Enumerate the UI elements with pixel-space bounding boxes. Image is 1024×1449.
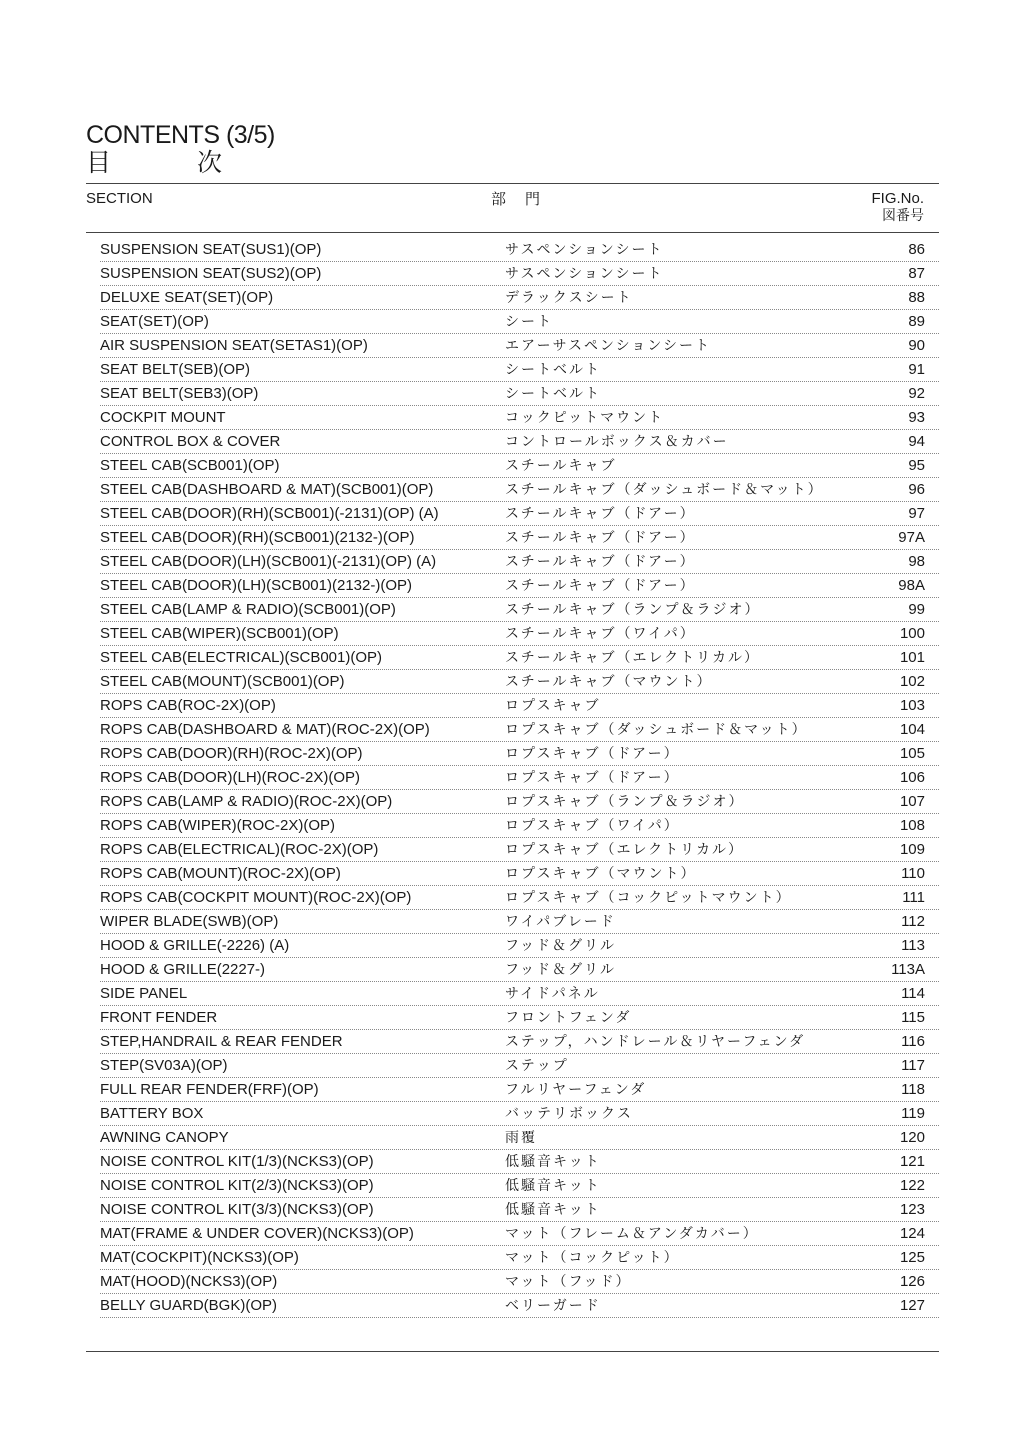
footer-rule [86, 1351, 939, 1352]
fig-number: 100 [899, 625, 925, 642]
fig-number: 87 [908, 265, 925, 282]
section-name-jp: フロントフェンダ [505, 1010, 632, 1026]
section-name: AWNING CANOPY [100, 1129, 229, 1146]
section-name: STEEL CAB(DOOR)(LH)(SCB001)(2132-)(OP) [100, 577, 413, 594]
fig-number: 113 [901, 937, 925, 954]
contents-row [100, 1246, 939, 1270]
section-name: SUSPENSION SEAT(SUS1)(OP) [100, 241, 322, 258]
contents-row [100, 1006, 939, 1030]
section-name: STEEL CAB(MOUNT)(SCB001)(OP) [100, 673, 345, 690]
contents-row [100, 1126, 939, 1150]
fig-number: 122 [899, 1177, 925, 1194]
section-name: SUSPENSION SEAT(SUS2)(OP) [100, 265, 322, 282]
fig-number: 127 [899, 1297, 925, 1314]
section-name-jp: スチールキャブ（ランプ＆ラジオ） [505, 602, 761, 618]
contents-row [100, 478, 939, 502]
section-name: ROPS CAB(COCKPIT MOUNT)(ROC-2X)(OP) [100, 889, 412, 906]
contents-row [100, 1270, 939, 1294]
contents-row [100, 526, 939, 550]
section-name: AIR SUSPENSION SEAT(SETAS1)(OP) [100, 337, 368, 354]
contents-row [100, 574, 939, 598]
column-header-section: SECTION [86, 190, 153, 207]
section-name: SEAT BELT(SEB3)(OP) [100, 385, 259, 402]
section-name-jp: ロプスキャブ（ワイパ） [505, 818, 680, 834]
section-name: MAT(COCKPIT)(NCKS3)(OP) [100, 1249, 299, 1266]
section-name-jp: シートベルト [505, 386, 601, 402]
fig-number: 117 [901, 1057, 925, 1074]
fig-number: 91 [908, 361, 925, 378]
section-name-jp: バッテリボックス [505, 1106, 633, 1122]
section-name-jp: デラックスシート [505, 290, 633, 306]
contents-row [100, 358, 939, 382]
fig-number: 125 [899, 1249, 925, 1266]
contents-row [100, 454, 939, 478]
fig-number: 121 [899, 1153, 925, 1170]
fig-number: 102 [899, 673, 925, 690]
contents-row [100, 910, 939, 934]
fig-number: 112 [901, 913, 925, 930]
section-name-jp: スチールキャブ（ドアー） [505, 578, 696, 594]
section-name-jp: 低騒音キット [505, 1202, 601, 1218]
section-name-jp: ロプスキャブ（ダッシュボード＆マット） [505, 722, 808, 738]
contents-row [100, 646, 939, 670]
section-name-jp: サスペンションシート [505, 266, 664, 282]
fig-number: 97 [908, 505, 925, 522]
contents-row [100, 382, 939, 406]
header-top-rule [86, 183, 939, 184]
contents-row [100, 1150, 939, 1174]
section-name: MAT(FRAME & UNDER COVER)(NCKS3)(OP) [100, 1225, 414, 1242]
section-name-jp: ステップ [505, 1058, 569, 1074]
section-name: CONTROL BOX & COVER [100, 433, 281, 450]
contents-row [100, 598, 939, 622]
section-name-jp: 雨覆 [505, 1130, 537, 1146]
fig-number: 105 [899, 745, 925, 762]
section-name-jp: スチールキャブ（ダッシュボード＆マット） [505, 482, 824, 498]
column-header-fig: FIG.No. [871, 190, 924, 207]
section-name: ROPS CAB(ELECTRICAL)(ROC-2X)(OP) [100, 841, 379, 858]
contents-row [100, 1294, 939, 1318]
contents-row [100, 1222, 939, 1246]
section-name-jp: サイドパネル [505, 986, 600, 1002]
fig-number: 90 [908, 337, 925, 354]
section-name-jp: スチールキャブ（ドアー） [505, 506, 696, 522]
fig-number: 92 [908, 385, 925, 402]
contents-row [100, 670, 939, 694]
contents-list [100, 238, 939, 1318]
section-name-jp: ロプスキャブ（エレクトリカル） [505, 842, 745, 858]
section-name-jp: シートベルト [505, 362, 601, 378]
section-name-jp: スチールキャブ [505, 458, 617, 474]
fig-number: 108 [899, 817, 925, 834]
fig-number: 98A [898, 577, 925, 594]
section-name-jp: マット（フッド） [505, 1274, 632, 1290]
section-name: SEAT BELT(SEB)(OP) [100, 361, 251, 378]
section-name-jp: サスペンションシート [505, 242, 664, 258]
section-name-jp: ロプスキャブ（ドアー） [505, 746, 680, 762]
contents-row [100, 838, 939, 862]
section-name-jp: スチールキャブ（ワイパ） [505, 626, 696, 642]
contents-row [100, 1198, 939, 1222]
contents-row [100, 766, 939, 790]
fig-number: 93 [908, 409, 925, 426]
contents-row [100, 1078, 939, 1102]
fig-number: 101 [899, 649, 925, 666]
contents-row [100, 550, 939, 574]
contents-row [100, 958, 939, 982]
fig-number: 98 [908, 553, 925, 570]
contents-row [100, 886, 939, 910]
section-name: NOISE CONTROL KIT(3/3)(NCKS3)(OP) [100, 1201, 374, 1218]
fig-number: 106 [899, 769, 925, 786]
contents-row [100, 1030, 939, 1054]
section-name: MAT(HOOD)(NCKS3)(OP) [100, 1273, 278, 1290]
fig-number: 99 [908, 601, 925, 618]
fig-number: 124 [899, 1225, 925, 1242]
section-name: ROPS CAB(ROC-2X)(OP) [100, 697, 276, 714]
fig-number: 119 [901, 1105, 925, 1122]
fig-number: 97A [898, 529, 925, 546]
contents-row [100, 622, 939, 646]
contents-row [100, 718, 939, 742]
fig-number: 118 [901, 1081, 925, 1098]
section-name-jp: ロプスキャブ（コックピットマウント） [505, 890, 792, 906]
section-name-jp: ワイパブレード [505, 914, 616, 930]
section-name-jp: マット（コックピット） [505, 1250, 680, 1266]
section-name: SIDE PANEL [100, 985, 188, 1002]
fig-number: 86 [908, 241, 925, 258]
section-name-jp: エアーサスペンションシート [505, 338, 712, 354]
section-name-jp: ロプスキャブ（ランプ＆ラジオ） [505, 794, 745, 810]
section-name: STEEL CAB(DASHBOARD & MAT)(SCB001)(OP) [100, 481, 434, 498]
fig-number: 116 [901, 1033, 925, 1050]
section-name-jp: 低騒音キット [505, 1178, 601, 1194]
fig-number: 94 [908, 433, 925, 450]
section-name: STEP(SV03A)(OP) [100, 1057, 228, 1074]
fig-number: 110 [901, 865, 925, 882]
section-name-jp: シート [505, 314, 553, 330]
section-name: ROPS CAB(WIPER)(ROC-2X)(OP) [100, 817, 336, 834]
fig-number: 103 [899, 697, 925, 714]
section-name: STEEL CAB(WIPER)(SCB001)(OP) [100, 625, 339, 642]
fig-number: 96 [908, 481, 925, 498]
contents-row [100, 790, 939, 814]
fig-number: 109 [899, 841, 925, 858]
section-name-jp: ベリーガード [505, 1298, 601, 1314]
page-title-jp-1: 目 [86, 148, 112, 177]
page-title-jp-2: 次 [197, 148, 223, 177]
fig-number: 115 [901, 1009, 925, 1026]
section-name: STEEL CAB(DOOR)(RH)(SCB001)(-2131)(OP) (A) [100, 505, 439, 522]
section-name-jp: ステップ，ハンドレール＆リヤーフェンダ [505, 1034, 806, 1050]
section-name: COCKPIT MOUNT [100, 409, 226, 426]
contents-row [100, 1174, 939, 1198]
column-header-section-jp: 部 門 [491, 190, 543, 208]
section-name: ROPS CAB(DASHBOARD & MAT)(ROC-2X)(OP) [100, 721, 430, 738]
section-name: FULL REAR FENDER(FRF)(OP) [100, 1081, 319, 1098]
section-name-jp: コントロールボックス＆カバー [505, 434, 729, 450]
section-name: STEEL CAB(DOOR)(RH)(SCB001)(2132-)(OP) [100, 529, 415, 546]
contents-row [100, 238, 939, 262]
fig-number: 88 [908, 289, 925, 306]
contents-row [100, 1102, 939, 1126]
section-name: HOOD & GRILLE(-2226) (A) [100, 937, 290, 954]
contents-row [100, 502, 939, 526]
section-name: DELUXE SEAT(SET)(OP) [100, 289, 274, 306]
fig-number: 107 [899, 793, 925, 810]
contents-row [100, 694, 939, 718]
section-name-jp: ロプスキャブ（マウント） [505, 866, 697, 882]
contents-row [100, 1054, 939, 1078]
contents-row [100, 430, 939, 454]
section-name: STEEL CAB(LAMP & RADIO)(SCB001)(OP) [100, 601, 396, 618]
section-name-jp: スチールキャブ（ドアー） [505, 554, 696, 570]
section-name-jp: ロプスキャブ [505, 698, 601, 714]
contents-row [100, 862, 939, 886]
page-title-jp [86, 148, 222, 178]
column-header-fig-jp: 図番号 [882, 208, 924, 224]
contents-row [100, 286, 939, 310]
fig-number: 123 [899, 1201, 925, 1218]
section-name-jp: スチールキャブ（エレクトリカル） [505, 650, 761, 666]
fig-number: 111 [902, 889, 925, 906]
section-name: BATTERY BOX [100, 1105, 204, 1122]
contents-row [100, 262, 939, 286]
section-name-jp: フッド＆グリル [505, 962, 617, 978]
contents-row [100, 406, 939, 430]
section-name: ROPS CAB(MOUNT)(ROC-2X)(OP) [100, 865, 341, 882]
contents-row [100, 334, 939, 358]
section-name-jp: スチールキャブ（ドアー） [505, 530, 696, 546]
header-bottom-rule [86, 232, 939, 233]
section-name: ROPS CAB(LAMP & RADIO)(ROC-2X)(OP) [100, 793, 393, 810]
contents-row [100, 934, 939, 958]
fig-number: 113A [891, 961, 925, 978]
section-name-jp: ロプスキャブ（ドアー） [505, 770, 680, 786]
section-name-jp: フルリヤーフェンダ [505, 1082, 647, 1098]
page-title: CONTENTS (3/5) [86, 121, 275, 149]
section-name: NOISE CONTROL KIT(2/3)(NCKS3)(OP) [100, 1177, 374, 1194]
fig-number: 126 [899, 1273, 925, 1290]
section-name: ROPS CAB(DOOR)(LH)(ROC-2X)(OP) [100, 769, 361, 786]
fig-number: 89 [908, 313, 925, 330]
section-name: ROPS CAB(DOOR)(RH)(ROC-2X)(OP) [100, 745, 363, 762]
fig-number: 104 [899, 721, 925, 738]
contents-row [100, 742, 939, 766]
fig-number: 120 [899, 1129, 925, 1146]
section-name-jp: スチールキャブ（マウント） [505, 674, 713, 690]
section-name: FRONT FENDER [100, 1009, 218, 1026]
contents-row [100, 982, 939, 1006]
fig-number: 95 [908, 457, 925, 474]
contents-row [100, 310, 939, 334]
section-name: STEEL CAB(SCB001)(OP) [100, 457, 280, 474]
section-name-jp: 低騒音キット [505, 1154, 601, 1170]
section-name: HOOD & GRILLE(2227-) [100, 961, 266, 978]
section-name-jp: フッド＆グリル [505, 938, 617, 954]
section-name-jp: マット（フレーム＆アンダカバー） [505, 1226, 759, 1242]
section-name: SEAT(SET)(OP) [100, 313, 209, 330]
fig-number: 114 [901, 985, 925, 1002]
section-name: BELLY GUARD(BGK)(OP) [100, 1297, 277, 1314]
section-name-jp: コックピットマウント [505, 410, 665, 426]
section-name: NOISE CONTROL KIT(1/3)(NCKS3)(OP) [100, 1153, 374, 1170]
section-name: STEEL CAB(ELECTRICAL)(SCB001)(OP) [100, 649, 383, 666]
section-name: WIPER BLADE(SWB)(OP) [100, 913, 279, 930]
section-name: STEEL CAB(DOOR)(LH)(SCB001)(-2131)(OP) (A) [100, 553, 437, 570]
section-name: STEP,HANDRAIL & REAR FENDER [100, 1033, 343, 1050]
contents-row [100, 814, 939, 838]
